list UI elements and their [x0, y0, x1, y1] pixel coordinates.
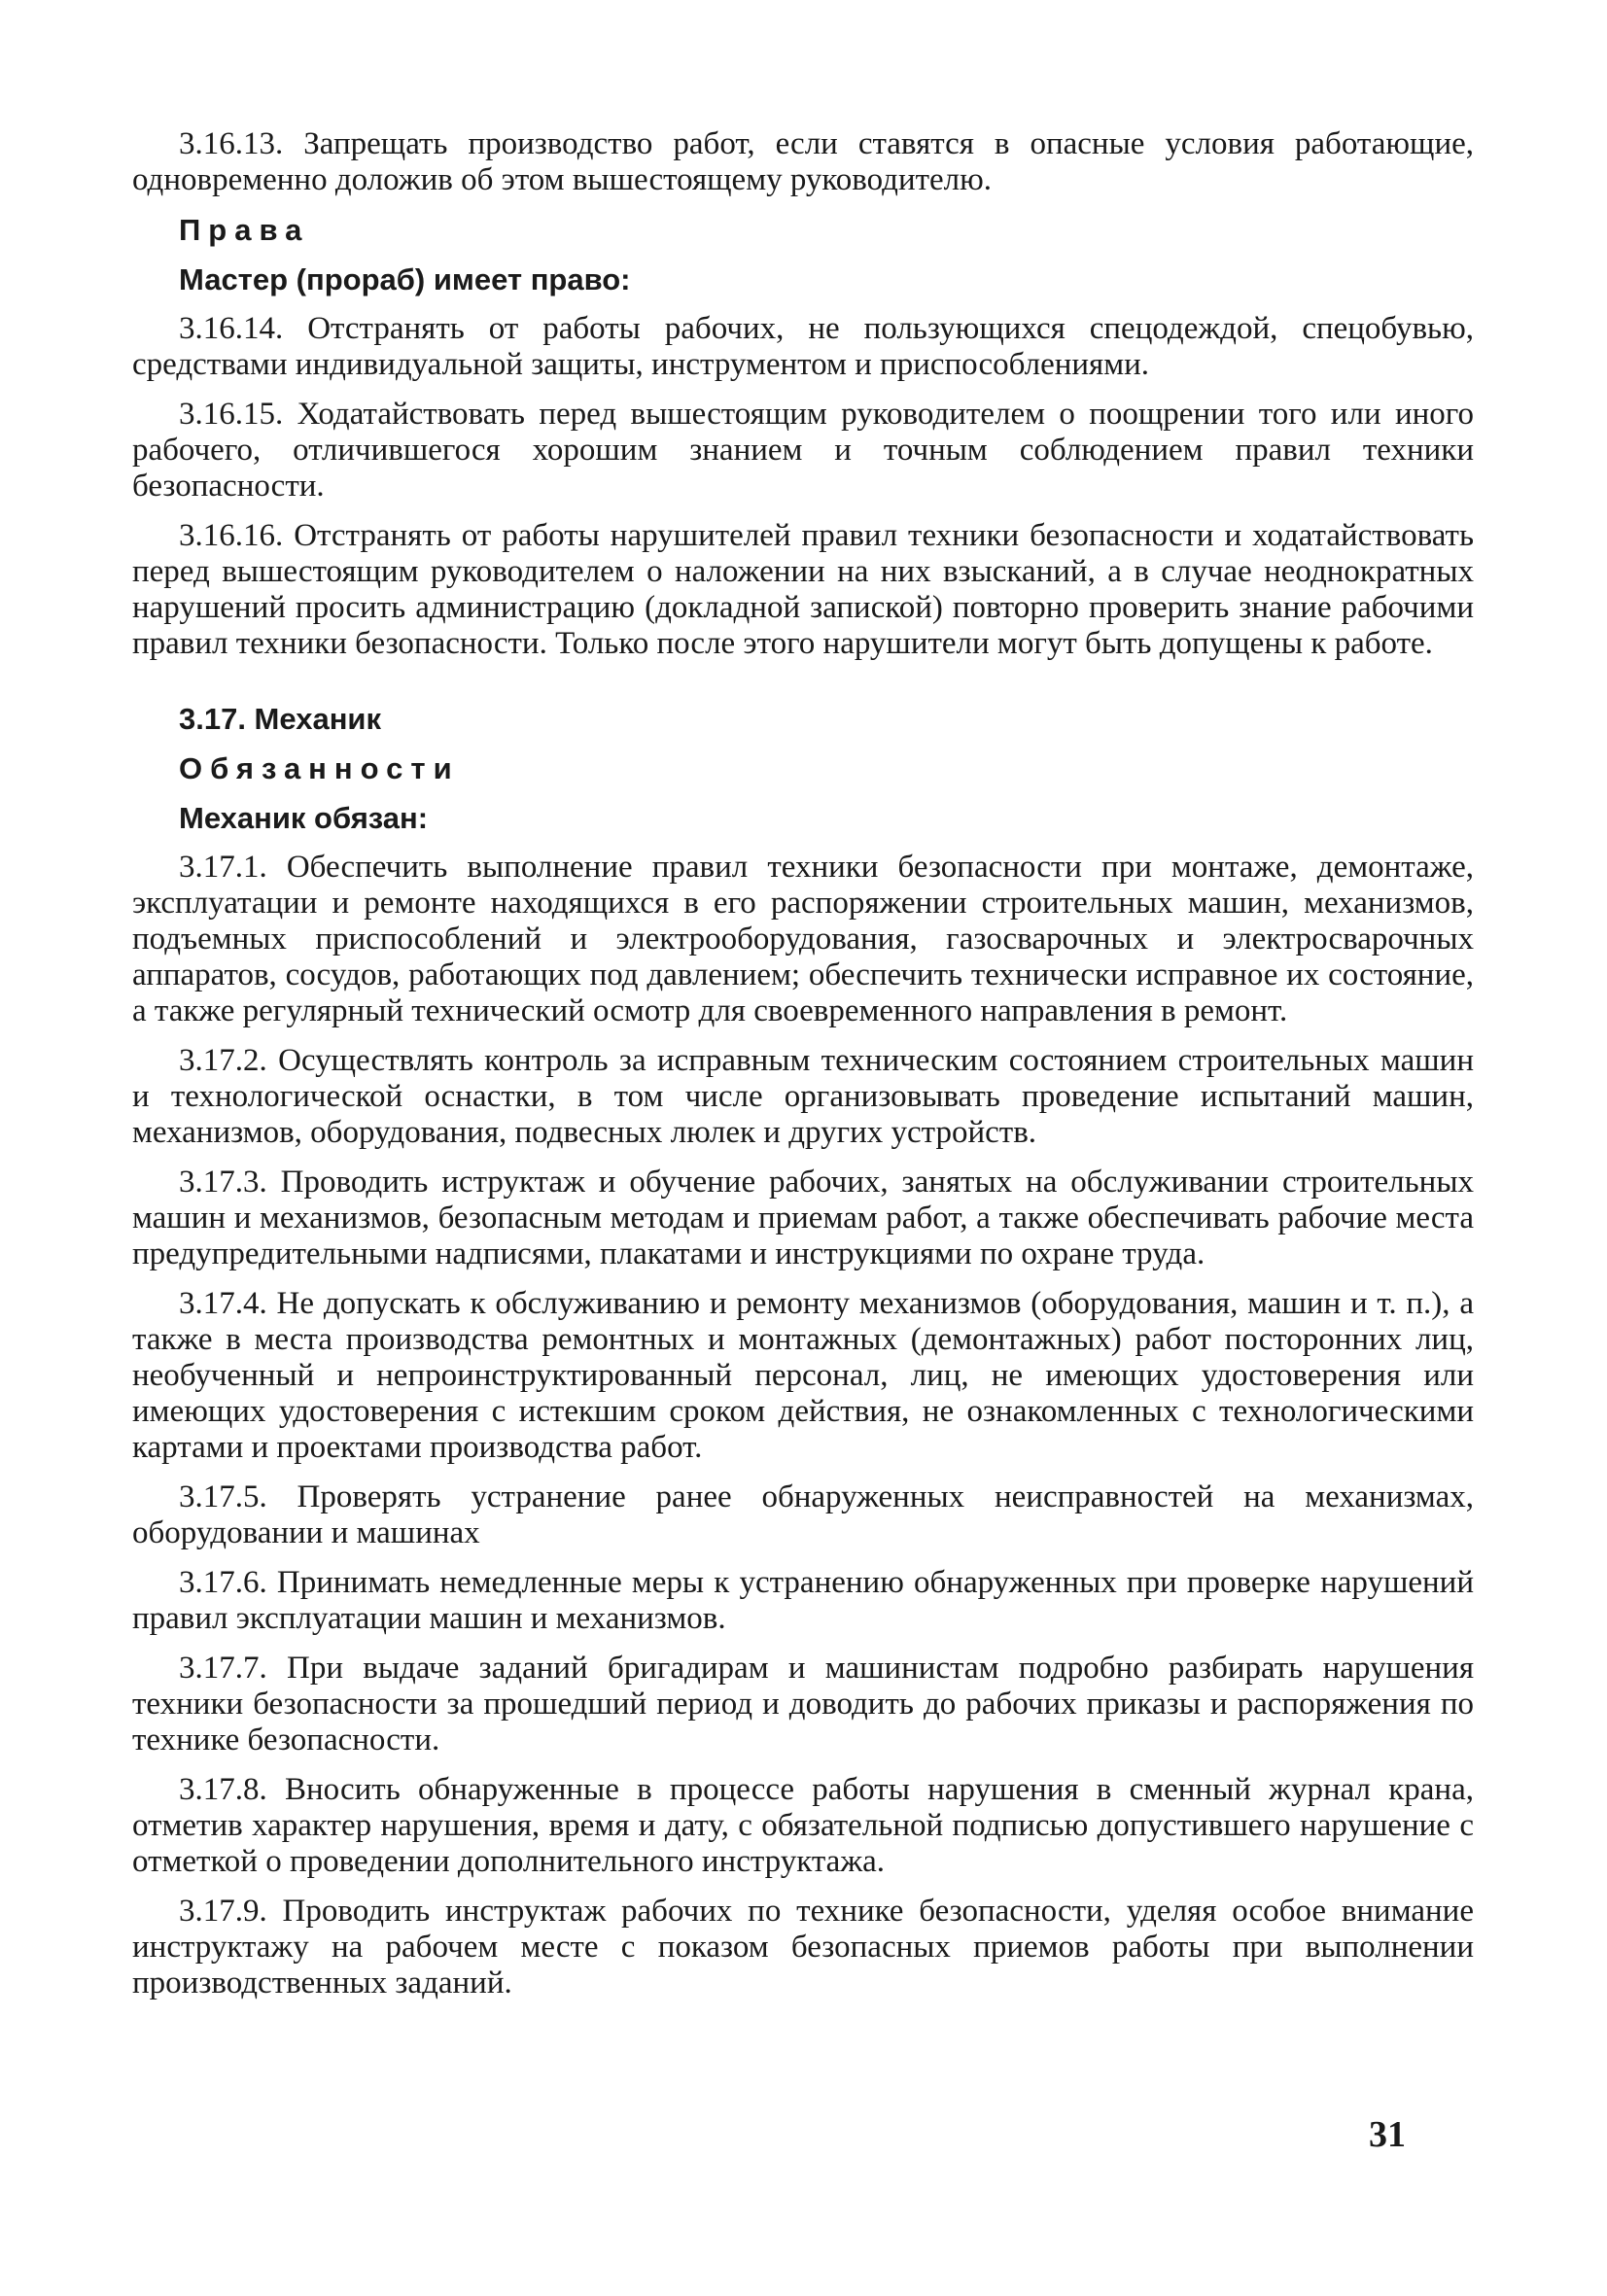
paragraph-3-17-9: 3.17.9. Проводить инструктаж рабочих по технике безопасности, уделяя особое внимание инструктажу на рабочем месте с показом безопасных приемов работы при выполнении производственных заданий.: [132, 1894, 1474, 2000]
paragraph-3-16-14: 3.16.14. Отстранять от работы рабочих, не пользующихся спецодеждой, спецобувью, средствами индивидуальной защиты, инструментом и приспособлениями.: [132, 311, 1474, 382]
paragraph-3-16-15: 3.16.15. Ходатайствовать перед вышестоящим руководителем о поощрении того или иного рабочего, отличившегося хорошим знанием и точным соблюдением правил техники безопасности.: [132, 397, 1474, 504]
paragraph-3-17-4: 3.17.4. Не допускать к обслуживанию и ремонту механизмов (оборудования, машин и т. п.), а также в места производства ремонтных и монтажных (демонтажных) работ посторонних лиц, необученный и непроинструктированный персонал, лиц, не имеющих удостоверения или имеющих удостоверения с истекшим сроком действия, не ознакомленных с технологическими картами и проектами производства работ.: [132, 1286, 1474, 1465]
rights-heading: Права: [179, 213, 310, 247]
document-page: [132, 126, 1474, 2015]
paragraph-3-17-2: 3.17.2. Осуществлять контроль за исправным техническим состоянием строительных машин и технологической оснастки, в том числе организовывать проведение испытаний машин, механизмов, оборудования, подвесных люлек и других устройств.: [132, 1043, 1474, 1150]
rights-intro: Мастер (прораб) имеет право:: [179, 262, 631, 296]
paragraph-3-17-5: 3.17.5. Проверять устранение ранее обнаруженных неисправностей на механизмах, оборудовании и машинах: [132, 1479, 1474, 1550]
page-number: 31: [1369, 2114, 1406, 2155]
paragraph-3-16-13: 3.16.13. Запрещать производство работ, если ставятся в опасные условия работающие, одновременно доложив об этом вышестоящему руководителю.: [132, 126, 1474, 197]
paragraph-3-17-7: 3.17.7. При выдаче заданий бригадирам и машинистам подробно разбирать нарушения техники безопасности за прошедший период и доводить до рабочих приказы и распоряжения по технике безопасности.: [132, 1651, 1474, 1757]
paragraph-3-17-1: 3.17.1. Обеспечить выполнение правил техники безопасности при монтаже, демонтаже, эксплуатации и ремонте находящихся в его распоряжении строительных машин, механизмов, подъемных приспособлений и электрооборудования, газосварочных и электросварочных аппаратов, сосудов, работающих под давлением; обеспечить технически исправное их состояние, а также регулярный технический осмотр для своевременного направления в ремонт.: [132, 850, 1474, 1028]
duties-heading: Обязанности: [179, 751, 460, 785]
paragraph-3-16-16: 3.16.16. Отстранять от работы нарушителей правил техники безопасности и ходатайствовать перед вышестоящим руководителем о наложении на них взысканий, а в случае неоднократных нарушений просить администрацию (докладной запиской) повторно проверить знание рабочими правил техники безопасности. Только после этого нарушители могут быть допущены к работе.: [132, 518, 1474, 661]
paragraph-3-17-8: 3.17.8. Вносить обнаруженные в процессе работы нарушения в сменный журнал крана, отметив характер нарушения, время и дату, с обязательной подписью допустившего нарушение с отметкой о проведении дополнительного инструктажа.: [132, 1772, 1474, 1879]
paragraph-3-17-3: 3.17.3. Проводить иструктаж и обучение рабочих, занятых на обслуживании строительных машин и механизмов, безопасным методам и приемам работ, а также обеспечивать рабочие места предупредительными надписями, плакатами и инструкциями по охране труда.: [132, 1165, 1474, 1271]
duties-intro: Механик обязан:: [179, 801, 429, 835]
section-title-mechanic: 3.17. Механик: [179, 702, 381, 736]
paragraph-3-17-6: 3.17.6. Принимать немедленные меры к устранению обнаруженных при проверке нарушений правил эксплуатации машин и механизмов.: [132, 1565, 1474, 1636]
